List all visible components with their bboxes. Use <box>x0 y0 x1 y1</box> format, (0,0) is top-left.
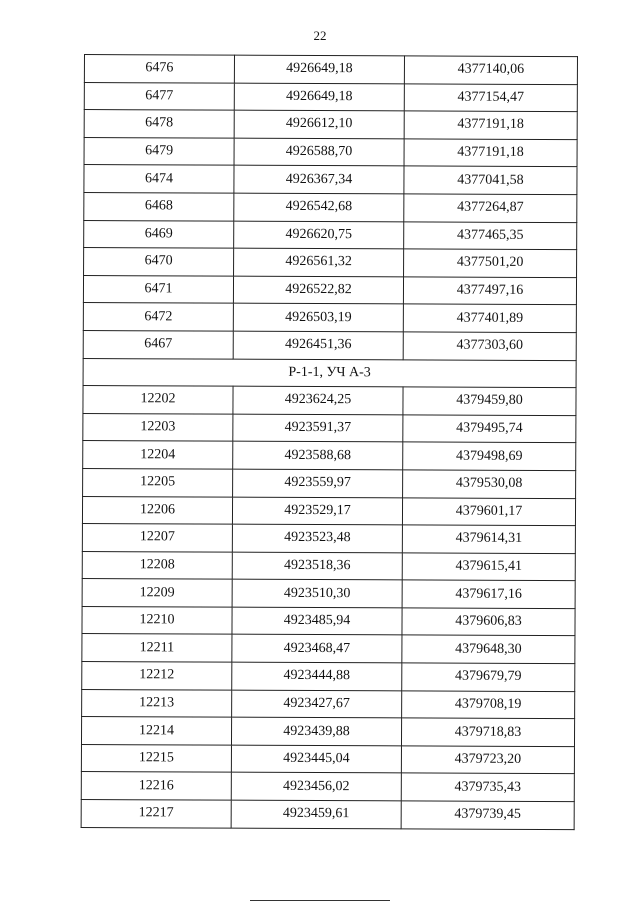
point-number-cell: 6472 <box>83 303 233 331</box>
point-number-cell: 6469 <box>84 220 234 248</box>
section-header-row <box>83 358 576 388</box>
point-number-cell: 6476 <box>84 55 234 83</box>
x-coordinate-cell: 4923444,88 <box>232 662 402 690</box>
point-number-cell: 12206 <box>82 496 232 524</box>
y-coordinate-cell: 4379495,74 <box>403 415 576 443</box>
point-number-cell: 6478 <box>84 110 234 138</box>
x-coordinate-cell: 4923445,04 <box>231 745 401 773</box>
x-coordinate-cell: 4926451,36 <box>233 331 403 359</box>
table-row <box>82 689 575 719</box>
table-row <box>84 82 577 112</box>
point-number-cell: 12215 <box>81 744 231 772</box>
table-row <box>82 579 575 609</box>
y-coordinate-cell: 4379459,80 <box>403 387 576 415</box>
table-row <box>84 165 577 195</box>
x-coordinate-cell: 4923588,68 <box>233 441 403 469</box>
y-coordinate-cell: 4379679,79 <box>402 663 575 691</box>
point-number-cell: 12214 <box>81 717 231 745</box>
y-coordinate-cell: 4379648,30 <box>402 635 575 663</box>
x-coordinate-cell: 4923518,36 <box>232 552 402 580</box>
y-coordinate-cell: 4379739,45 <box>401 801 574 829</box>
x-coordinate-cell: 4926542,68 <box>234 193 404 221</box>
y-coordinate-cell: 4379606,83 <box>402 608 575 636</box>
y-coordinate-cell: 4377191,18 <box>404 111 577 139</box>
coordinates-table <box>81 54 578 830</box>
y-coordinate-cell: 4379601,17 <box>402 497 575 525</box>
x-coordinate-cell: 4923529,17 <box>232 497 402 525</box>
table-row <box>83 330 576 360</box>
point-number-cell: 6471 <box>83 275 233 303</box>
table-row <box>84 220 577 250</box>
point-number-cell: 6477 <box>84 82 234 110</box>
table-row <box>81 717 574 747</box>
y-coordinate-cell: 4379615,41 <box>402 553 575 581</box>
x-coordinate-cell: 4926588,70 <box>234 138 404 166</box>
table-row <box>83 413 576 443</box>
y-coordinate-cell: 4379530,08 <box>403 470 576 498</box>
y-coordinate-cell: 4379617,16 <box>402 580 575 608</box>
y-coordinate-cell: 4379708,19 <box>402 691 575 719</box>
x-coordinate-cell: 4926561,32 <box>234 248 404 276</box>
table-row <box>84 192 577 222</box>
point-number-cell: 12205 <box>83 468 233 496</box>
table-row <box>83 303 576 333</box>
section-header: Р-1-1, УЧ А-3 <box>83 358 576 388</box>
table-row <box>83 441 576 471</box>
y-coordinate-cell: 4377191,18 <box>404 139 577 167</box>
x-coordinate-cell: 4926620,75 <box>234 221 404 249</box>
table-row <box>81 800 574 830</box>
point-number-cell: 12203 <box>83 413 233 441</box>
point-number-cell: 6474 <box>84 165 234 193</box>
x-coordinate-cell: 4923439,88 <box>231 717 401 745</box>
x-coordinate-cell: 4926367,34 <box>234 166 404 194</box>
table-row <box>82 606 575 636</box>
bottom-edge-mark <box>250 900 390 901</box>
y-coordinate-cell: 4377401,89 <box>403 304 576 332</box>
x-coordinate-cell: 4923510,30 <box>232 579 402 607</box>
table-row <box>82 496 575 526</box>
point-number-cell: 12207 <box>82 524 232 552</box>
point-number-cell: 6470 <box>84 248 234 276</box>
y-coordinate-cell: 4377041,58 <box>404 166 577 194</box>
point-number-cell: 12204 <box>83 441 233 469</box>
table-row <box>84 248 577 278</box>
x-coordinate-cell: 4923523,48 <box>232 524 402 552</box>
x-coordinate-cell: 4923485,94 <box>232 607 402 635</box>
table-row <box>84 110 577 140</box>
point-number-cell: 12210 <box>82 606 232 634</box>
y-coordinate-cell: 4377497,16 <box>403 277 576 305</box>
x-coordinate-cell: 4923624,25 <box>233 386 403 414</box>
y-coordinate-cell: 4377140,06 <box>404 56 577 84</box>
point-number-cell: 12209 <box>82 579 232 607</box>
y-coordinate-cell: 4379614,31 <box>402 525 575 553</box>
coordinates-table-body <box>81 55 577 830</box>
y-coordinate-cell: 4377303,60 <box>403 332 576 360</box>
table-row <box>81 772 574 802</box>
point-number-cell: 12211 <box>82 634 232 662</box>
y-coordinate-cell: 4377501,20 <box>404 249 577 277</box>
table-row <box>84 137 577 167</box>
table-row <box>82 524 575 554</box>
x-coordinate-cell: 4923459,61 <box>231 800 401 828</box>
page-number: 22 <box>313 28 327 43</box>
x-coordinate-cell: 4923559,97 <box>233 469 403 497</box>
table-row <box>83 468 576 498</box>
x-coordinate-cell: 4926522,82 <box>233 276 403 304</box>
point-number-cell: 12217 <box>81 800 231 828</box>
x-coordinate-cell: 4923468,47 <box>232 635 402 663</box>
point-number-cell: 12202 <box>83 386 233 414</box>
y-coordinate-cell: 4377264,87 <box>404 194 577 222</box>
point-number-cell: 12208 <box>82 551 232 579</box>
table-row <box>83 275 576 305</box>
table-row <box>82 634 575 664</box>
point-number-cell: 12212 <box>82 662 232 690</box>
point-number-cell: 6467 <box>83 330 233 358</box>
x-coordinate-cell: 4923591,37 <box>233 414 403 442</box>
point-number-cell: 6468 <box>84 192 234 220</box>
point-number-cell: 12216 <box>81 772 231 800</box>
x-coordinate-cell: 4926649,18 <box>234 83 404 111</box>
table-row <box>84 55 577 85</box>
y-coordinate-cell: 4377154,47 <box>404 83 577 111</box>
y-coordinate-cell: 4377465,35 <box>404 221 577 249</box>
y-coordinate-cell: 4379718,83 <box>401 718 574 746</box>
table-row <box>82 551 575 581</box>
x-coordinate-cell: 4926503,19 <box>233 303 403 331</box>
table-row <box>82 662 575 692</box>
y-coordinate-cell: 4379498,69 <box>403 442 576 470</box>
y-coordinate-cell: 4379723,20 <box>401 746 574 774</box>
table-row <box>83 386 576 416</box>
table-row <box>81 744 574 774</box>
x-coordinate-cell: 4926649,18 <box>234 55 404 83</box>
point-number-cell: 6479 <box>84 137 234 165</box>
x-coordinate-cell: 4923427,67 <box>232 690 402 718</box>
y-coordinate-cell: 4379735,43 <box>401 773 574 801</box>
point-number-cell: 12213 <box>82 689 232 717</box>
x-coordinate-cell: 4926612,10 <box>234 110 404 138</box>
x-coordinate-cell: 4923456,02 <box>231 773 401 801</box>
